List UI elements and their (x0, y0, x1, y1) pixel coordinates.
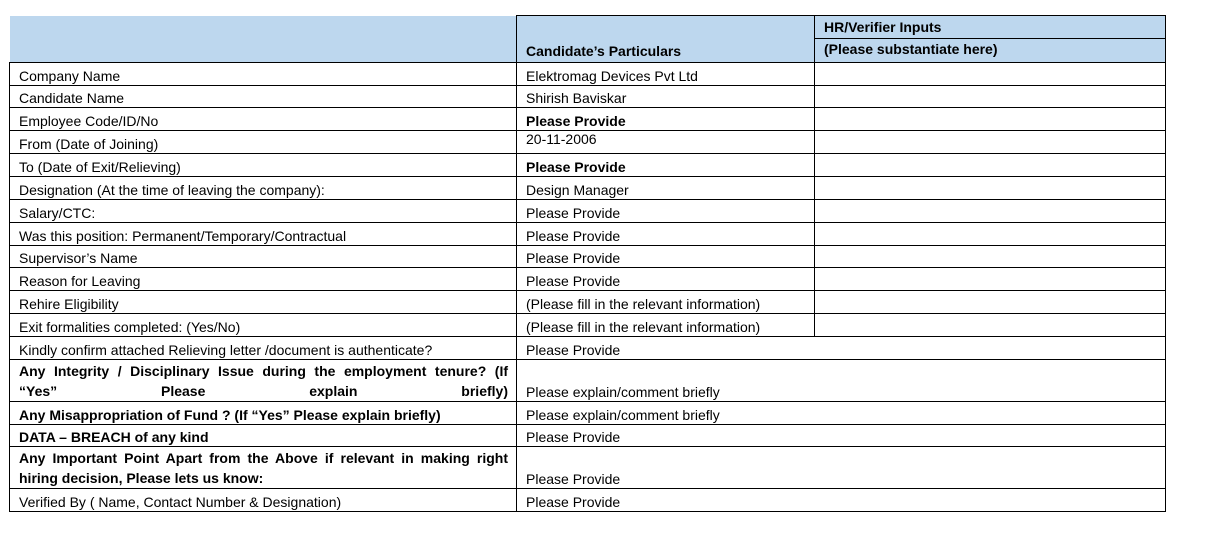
row-value: Please explain/comment briefly (517, 360, 1166, 402)
row-value: 20-11-2006 (517, 131, 815, 154)
header-hr-verifier-inputs (815, 16, 1166, 63)
table-row-rehire-eligibility (10, 291, 1166, 314)
row-label: DATA – BREACH of any kind (10, 425, 517, 447)
row-verifier-input[interactable] (815, 108, 1166, 131)
table-row-company-name (10, 63, 1166, 86)
row-verifier-input[interactable] (815, 200, 1166, 223)
row-verifier-input[interactable] (815, 63, 1166, 86)
table-row-designation (10, 177, 1166, 200)
row-label: Any Integrity / Disciplinary Issue during the employment tenure? (If “Yes” Please explain briefly) (10, 360, 517, 402)
row-value: Please Provide (517, 246, 815, 268)
row-verifier-input[interactable] (815, 154, 1166, 177)
row-label: Any Important Point Apart from the Above if relevant in making right hiring decision, Please lets us know: (10, 447, 517, 489)
table-row-relieving-letter (10, 337, 1166, 360)
row-value: Please Provide (517, 223, 815, 246)
row-value: Please Provide (517, 425, 1166, 447)
row-value: (Please fill in the relevant information) (517, 314, 815, 337)
row-verifier-input[interactable] (815, 314, 1166, 337)
table-row-misappropriation (10, 402, 1166, 425)
header-candidate-particulars: Candidate’s Particulars (517, 16, 815, 63)
row-verifier-input[interactable] (815, 246, 1166, 268)
table-row-reason-for-leaving (10, 268, 1166, 291)
row-verifier-input[interactable] (815, 223, 1166, 246)
header-substantiate-note: (Please substantiate here) (824, 41, 998, 57)
row-value: Please Provide (517, 447, 1166, 489)
table-row-candidate-name (10, 86, 1166, 108)
table-row-date-of-exit (10, 154, 1166, 177)
row-value: Please explain/comment briefly (517, 402, 1166, 425)
row-label: From (Date of Joining) (10, 131, 517, 154)
header-hr-verifier-title: HR/Verifier Inputs (815, 16, 1165, 39)
table-row-supervisor-name (10, 246, 1166, 268)
row-verifier-input[interactable] (815, 177, 1166, 200)
table-row-integrity-issue (10, 360, 1166, 402)
table-row-date-of-joining (10, 131, 1166, 154)
row-label: Rehire Eligibility (10, 291, 517, 314)
row-verifier-input[interactable] (815, 86, 1166, 108)
table-row-important-point (10, 447, 1166, 489)
table-row-position-type (10, 223, 1166, 246)
row-label: Supervisor’s Name (10, 246, 517, 268)
row-value: Please Provide (517, 200, 815, 223)
row-label: Verified By ( Name, Contact Number & Designation) (10, 489, 517, 512)
row-value: Please Provide (517, 108, 815, 131)
row-value: Shirish Baviskar (517, 86, 815, 108)
header-blank-cell (10, 16, 517, 63)
row-verifier-input[interactable] (815, 291, 1166, 314)
row-value: Please Provide (517, 337, 1166, 360)
row-label: Company Name (10, 63, 517, 86)
row-value: Please Provide (517, 489, 1166, 512)
table-row-employee-code (10, 108, 1166, 131)
row-label: Any Misappropriation of Fund ? (If “Yes” Please explain briefly) (10, 402, 517, 425)
row-verifier-input[interactable] (815, 131, 1166, 154)
table-row-verified-by (10, 489, 1166, 512)
header-row (10, 16, 1166, 63)
verification-table (9, 15, 1166, 512)
row-label: Employee Code/ID/No (10, 108, 517, 131)
table-row-salary (10, 200, 1166, 223)
row-verifier-input[interactable] (815, 268, 1166, 291)
row-value: (Please fill in the relevant information) (517, 291, 815, 314)
row-value: Design Manager (517, 177, 815, 200)
row-value: Please Provide (517, 154, 815, 177)
row-label: Candidate Name (10, 86, 517, 108)
row-label: Kindly confirm attached Relieving letter /document is authenticate? (10, 337, 517, 360)
verification-form (9, 15, 1165, 512)
row-label: Designation (At the time of leaving the company): (10, 177, 517, 200)
table-row-exit-formalities (10, 314, 1166, 337)
row-label: Reason for Leaving (10, 268, 517, 291)
row-label: Salary/CTC: (10, 200, 517, 223)
row-label: Exit formalities completed: (Yes/No) (10, 314, 517, 337)
row-value: Elektromag Devices Pvt Ltd (517, 63, 815, 86)
row-label: Was this position: Permanent/Temporary/Contractual (10, 223, 517, 246)
table-row-data-breach (10, 425, 1166, 447)
row-value: Please Provide (517, 268, 815, 291)
row-label: To (Date of Exit/Relieving) (10, 154, 517, 177)
